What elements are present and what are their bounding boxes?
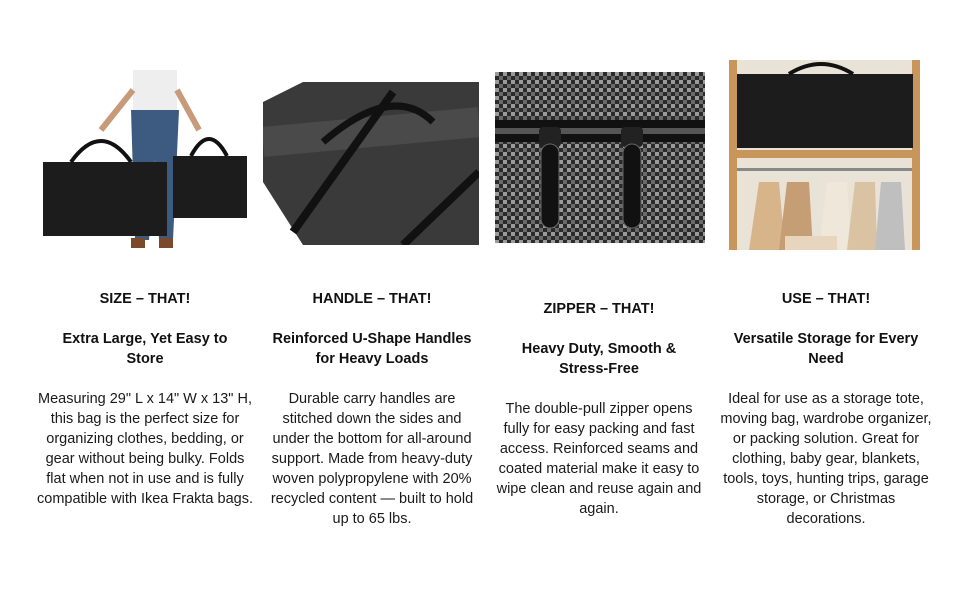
feature-subtitle: Extra Large, Yet Easy to Store — [62, 331, 228, 367]
zipper-closeup-image — [495, 72, 705, 243]
feature-title: USE – THAT! — [781, 291, 871, 307]
feature-description: Measuring 29" L x 14" W x 13" H, this bag is the perfect size for organizing clothes, bedding, or gear without being bulky. Folds flat when not in use and is fully compatible with Ikea Frakta bags. — [37, 391, 253, 507]
feature-description: Ideal for use as a storage tote, moving bag, wardrobe organizer, or packing solution. Great for clothing, baby gear, blankets, tools, toys, hunting trips, garage storage, or Christmas decorations. — [720, 391, 932, 527]
closet-shelf-image — [729, 60, 920, 250]
feature-title: ZIPPER – THAT! — [543, 301, 655, 317]
feature-subtitle: Heavy Duty, Smooth & Stress-Free — [521, 341, 677, 377]
feature-description: Durable carry handles are stitched down the sides and under the bottom for all-around support. Made from heavy-duty woven polypropylene with 20% recycled content — built to hold up to 65 lbs. — [270, 391, 474, 527]
feature-title: SIZE – THAT! — [99, 291, 191, 307]
feature-description: The double-pull zipper opens fully for easy packing and fast access. Reinforced seams and coated material make it easy to wipe clean and reuse again and again. — [496, 401, 702, 517]
feature-subtitle: Reinforced U-Shape Handles for Heavy Loads — [272, 331, 472, 367]
feature-title: HANDLE – THAT! — [312, 291, 432, 307]
woman-carrying-bags-image — [41, 70, 249, 254]
feature-subtitle: Versatile Storage for Every Need — [733, 331, 919, 367]
handle-closeup-image — [263, 82, 479, 245]
